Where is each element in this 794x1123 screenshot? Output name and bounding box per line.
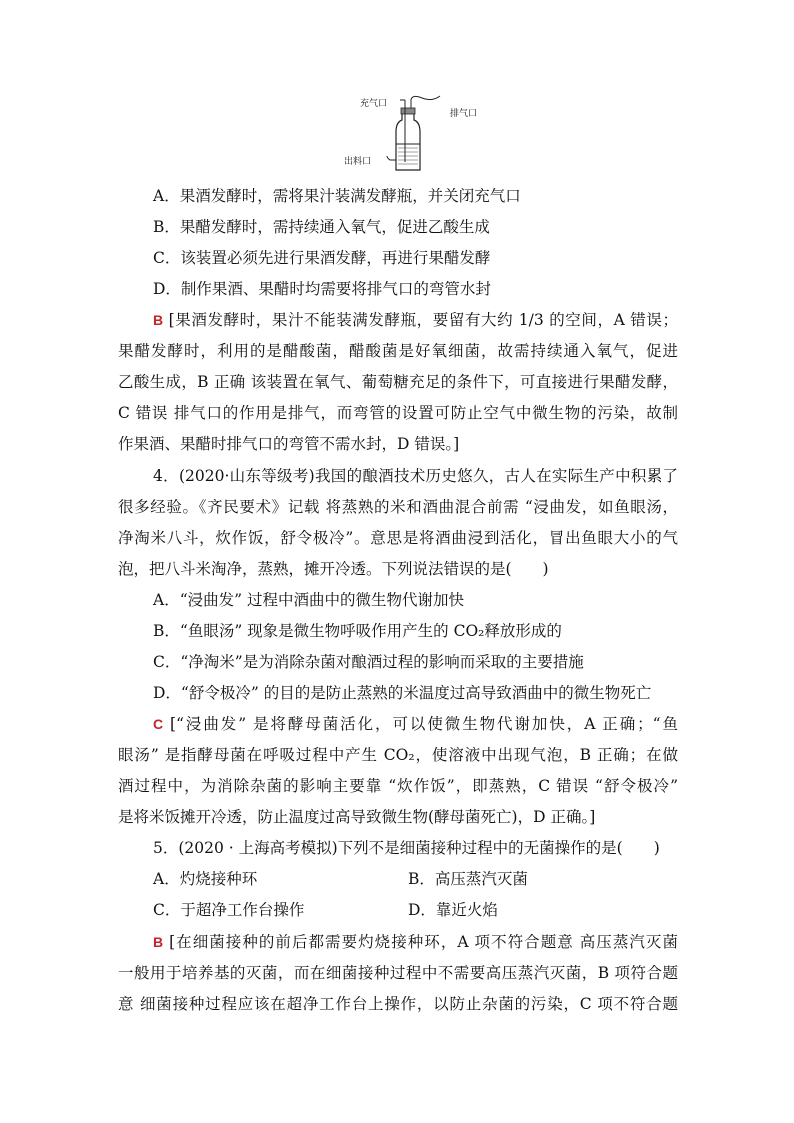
q3-answer-line-5: 作果酒、果醋时排气口的弯管不需水封，D 错误。] [118, 435, 460, 453]
q3-answer-line-2: 果醋发酵时，利用的是醋酸菌，醋酸菌是好氧细菌，故需持续通入氧气，促进 [118, 342, 678, 360]
q3-answer-line-4: C 错误 排气口的作用是排气，而弯管的设置可防止空气中微生物的污染，故制 [118, 404, 678, 422]
q5-option-d: D．靠近火焰 [408, 901, 498, 919]
q3-option-b: B．果醋发酵时，需持续通入氧气，促进乙酸生成 [153, 218, 490, 236]
q5-answer-letter: B [153, 934, 164, 950]
q3-option-d: D．制作果酒、果醋时均需要将排气口的弯管水封 [153, 280, 491, 298]
q4-answer-text-1: [“浸曲发” 是将酵母菌活化，可以使微生物代谢加快，A 正确；“鱼 [170, 715, 678, 733]
label-inlet: 充气口 [360, 99, 388, 109]
q5-answer-text-1: [在细菌接种的前后都需要灼烧接种环，A 项不符合题意 高压蒸汽灭菌 [169, 933, 678, 951]
q5-option-a: A．灼烧接种环 [153, 870, 258, 888]
label-exhaust: 排气口 [450, 109, 478, 119]
q5-options-row-1 [153, 869, 678, 889]
q5-answer-line-3: 意 细菌接种过程应该在超净工作台上操作，以防止杂菌的污染，C 项不符合题 [118, 995, 678, 1013]
q4-answer-line-4: 是将米饭摊开冷透，防止温度过高导致微生物(酵母菌死亡)，D 正确。] [118, 808, 596, 826]
fermentation-apparatus-figure [344, 92, 492, 172]
q5-answer-line-2: 一般用于培养基的灭菌，而在细菌接种过程中不需要高压蒸汽灭菌，B 项符合题 [118, 964, 678, 982]
q4-stem-line-3: 净淘米八斗，炊作饭，舒令极冷”。意思是将酒曲浸到活化，冒出鱼眼大小的气 [118, 529, 678, 547]
q4-stem-line-4: 泡，把八斗米淘净，蒸熟，摊开冷透。下列说法错误的是( ) [118, 560, 549, 578]
q4-option-b: B．“鱼眼汤” 现象是微生物呼吸作用产生的 CO₂释放形成的 [153, 622, 562, 640]
q4-answer-line-3: 酒过程中，为消除杂菌的影响主要靠 “炊作饭”，即蒸熟，C 错误 “舒令极冷” [118, 777, 678, 795]
q3-answer-text-1: [果酒发酵时，果汁不能装满发酵瓶，要留有大约 1/3 的空间，A 错误； [168, 311, 678, 329]
q3-option-c: C．该装置必须先进行果酒发酵，再进行果醋发酵 [153, 249, 491, 267]
q3-answer-letter: B [153, 312, 164, 328]
label-outlet: 出料口 [344, 157, 372, 167]
q5-option-b: B．高压蒸汽灭菌 [408, 870, 528, 888]
q5-answer-line-1 [153, 932, 678, 952]
q4-answer-line-1 [153, 714, 678, 734]
q3-answer-line-1 [153, 310, 678, 330]
q4-option-a: A．“浸曲发” 过程中酒曲中的微生物代谢加快 [153, 591, 464, 609]
q3-option-a: A．果酒发酵时，需将果汁装满发酵瓶，并关闭充气口 [153, 187, 521, 205]
q5-options-row-2 [153, 900, 678, 920]
q4-stem-line-1: 4．(2020·山东等级考)我国的酿酒技术历史悠久，古人在实际生产中积累了 [153, 467, 678, 485]
q4-stem-line-2: 很多经验。《齐民要术》记载 将蒸熟的米和酒曲混合前需 “浸曲发，如鱼眼汤， [118, 498, 678, 516]
q3-answer-line-3: 乙酸生成，B 正确 该装置在氧气、葡萄糖充足的条件下，可直接进行果醋发酵， [118, 373, 678, 391]
q4-answer-line-2: 眼汤” 是指酵母菌在呼吸过程中产生 CO₂，使溶液中出现气泡，B 正确；在做 [118, 746, 678, 764]
q5-stem: 5．(2020 · 上海高考模拟)下列不是细菌接种过程中的无菌操作的是( ) [153, 839, 660, 857]
q4-option-d: D．“舒令极冷” 的目的是防止蒸熟的米温度过高导致酒曲中的微生物死亡 [153, 684, 652, 702]
q4-answer-letter: C [153, 716, 164, 732]
q4-option-c: C．“净淘米”是为消除杂菌对酿酒过程的影响而采取的主要措施 [153, 653, 584, 671]
q5-option-c: C．于超净工作台操作 [153, 901, 305, 919]
